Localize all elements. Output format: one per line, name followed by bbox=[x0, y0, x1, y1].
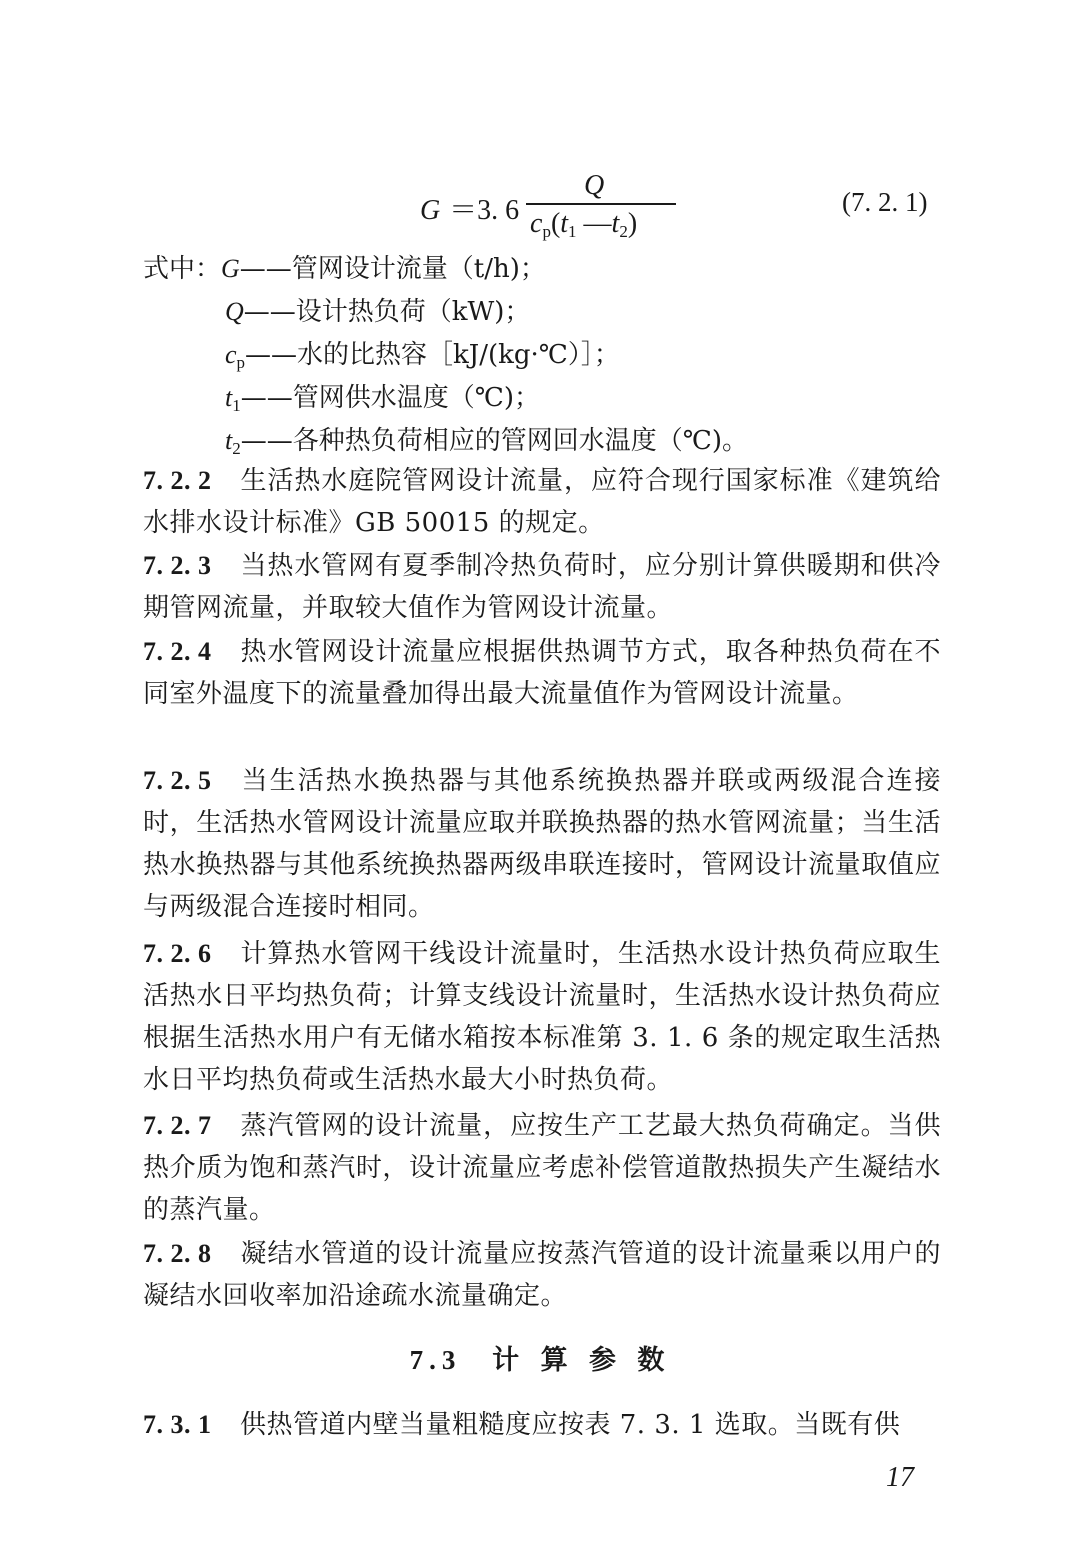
clause-text: 凝结水管道的设计流量应按蒸汽管道的设计流量乘以用户的凝结水回收率加沿途疏水流量确定。 bbox=[143, 1239, 941, 1311]
den-close: ) bbox=[627, 208, 638, 239]
definition-subscript: 1 bbox=[232, 396, 241, 415]
symbol-definitions bbox=[143, 247, 748, 462]
definition-text: ——管网设计流量（t/h)； bbox=[239, 254, 546, 284]
fraction-bar bbox=[526, 203, 676, 205]
clause-7-2-6 bbox=[143, 933, 941, 1101]
definition-symbol: t bbox=[225, 426, 233, 455]
den-c-sub: p bbox=[542, 222, 551, 241]
clause-text: 计算热水管网干线设计流量时，生活热水设计热负荷应取生活热水日平均热负荷；计算支线设计流量时，生活热水设计热负荷应根据生活热水用户有无储水箱按本标准第 3. 1. 6 条的规定取生活热水日平均热负荷或生活热水最大小时热负荷。 bbox=[143, 939, 941, 1095]
clause-number: 7. 2. 4 bbox=[143, 637, 212, 666]
where-prefix: 式中： bbox=[143, 254, 222, 284]
definition-row bbox=[143, 247, 748, 290]
definition-text: ——设计热负荷（kW)； bbox=[243, 297, 531, 327]
definition-subscript: p bbox=[236, 353, 246, 372]
clause-number: 7. 2. 8 bbox=[143, 1239, 212, 1268]
clause-7-2-7 bbox=[143, 1105, 941, 1231]
definition-symbol: t bbox=[225, 383, 233, 412]
formula-number: (7. 2. 1) bbox=[842, 187, 928, 217]
den-minus: — bbox=[576, 208, 612, 239]
definition-text: ——水的比热容［kJ/(kg·℃）］； bbox=[245, 340, 620, 370]
definition-symbol: G bbox=[221, 254, 240, 283]
clause-text: 当热水管网有夏季制冷热负荷时，应分别计算供暖期和供冷期管网流量，并取较大值作为管网设计流量。 bbox=[143, 551, 941, 623]
definition-subscript: 2 bbox=[232, 439, 241, 458]
definition-row bbox=[143, 419, 748, 462]
clause-number: 7. 2. 2 bbox=[143, 466, 212, 495]
clause-text: 生活热水庭院管网设计流量，应符合现行国家标准《建筑给水排水设计标准》GB 50015 的规定。 bbox=[143, 466, 941, 538]
den-t2: t bbox=[611, 208, 620, 239]
definition-text: ——各种热负荷相应的管网回水温度（℃)。 bbox=[240, 426, 748, 456]
clause-number: 7. 2. 5 bbox=[143, 766, 212, 795]
clause-text: 热水管网设计流量应根据供热调节方式，取各种热负荷在不同室外温度下的流量叠加得出最大流量值作为管网设计流量。 bbox=[143, 637, 941, 709]
formula-lhs bbox=[420, 188, 519, 228]
definition-symbol: Q bbox=[225, 297, 244, 326]
clause-7-2-5 bbox=[143, 760, 941, 928]
formula-symbol-G: G bbox=[420, 195, 441, 226]
formula-numerator: Q bbox=[584, 170, 605, 201]
page-number: 17 bbox=[886, 1462, 914, 1493]
definition-row bbox=[143, 290, 748, 333]
den-c: c bbox=[530, 208, 543, 239]
clause-number: 7. 3. 1 bbox=[143, 1410, 212, 1439]
formula-denominator bbox=[530, 208, 637, 242]
definition-row bbox=[143, 376, 748, 419]
formula-equals: ＝3. 6 bbox=[449, 195, 520, 226]
den-t1: t bbox=[560, 208, 569, 239]
section-title: 计 算 参 数 bbox=[492, 1345, 671, 1376]
definition-row bbox=[143, 333, 748, 376]
clause-7-2-8 bbox=[143, 1233, 941, 1317]
clause-number: 7. 2. 6 bbox=[143, 939, 212, 968]
clause-7-2-3 bbox=[143, 545, 941, 629]
definition-text: ——管网供水温度（℃)； bbox=[240, 383, 540, 413]
definition-symbol: c bbox=[225, 340, 237, 369]
clause-number: 7. 2. 7 bbox=[143, 1111, 212, 1140]
clause-7-2-2 bbox=[143, 460, 941, 544]
clause-text: 供热管道内壁当量粗糙度应按表 7. 3. 1 选取。当既有供 bbox=[240, 1410, 901, 1440]
clause-7-2-4 bbox=[143, 631, 941, 715]
clause-number: 7. 2. 3 bbox=[143, 551, 212, 580]
clause-text: 蒸汽管网的设计流量，应按生产工艺最大热负荷确定。当供热介质为饱和蒸汽时，设计流量应考虑补偿管道散热损失产生凝结水的蒸汽量。 bbox=[143, 1111, 941, 1225]
section-number: 7.3 bbox=[409, 1345, 462, 1375]
clause-text: 当生活热水换热器与其他系统换热器并联或两级混合连接时，生活热水管网设计流量应取并联换热器的热水管网流量；当生活热水换热器与其他系统换热器两级串联连接时，管网设计流量取值应与两级混合连接时相同。 bbox=[143, 766, 941, 922]
den-t2-sub: 2 bbox=[619, 222, 628, 241]
clause-7-3-1 bbox=[143, 1404, 941, 1446]
section-heading bbox=[0, 1338, 1080, 1377]
den-t1-sub: 1 bbox=[568, 222, 577, 241]
den-open: ( bbox=[550, 208, 561, 239]
